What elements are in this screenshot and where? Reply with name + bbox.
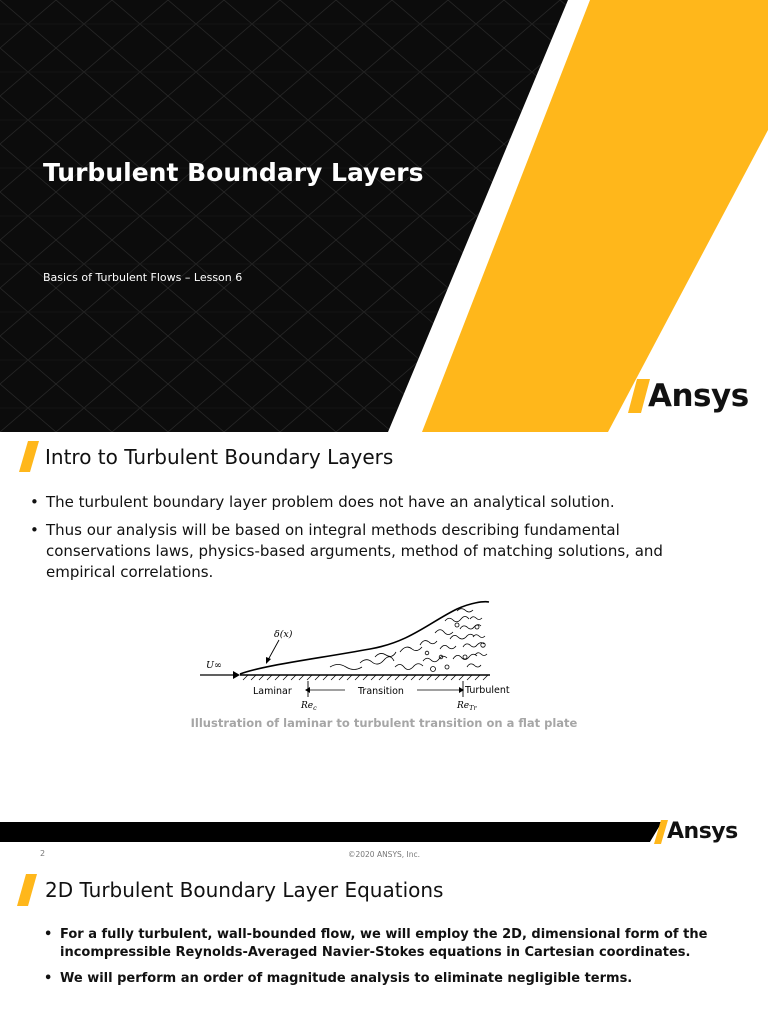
title-slide-background xyxy=(0,0,768,432)
boundary-layer-figure xyxy=(195,597,525,712)
bullet-dot: • xyxy=(30,493,39,511)
re-c-main: Re xyxy=(301,701,314,711)
delta-label: δ(x) xyxy=(274,629,293,640)
bullet-dot: • xyxy=(44,927,53,942)
heading-accent-mark xyxy=(17,874,37,906)
bullet-dot: • xyxy=(30,521,39,539)
freestream-velocity-label: U∞ xyxy=(206,660,222,671)
page-number: 2 xyxy=(40,849,46,858)
bullet-text: For a fully turbulent, wall-bounded flow, we will employ the 2D, dimensional form of the incompressible Reynolds-Averaged Navier-Stokes equations in Cartesian coordinates. xyxy=(60,927,708,960)
re-tr-subscript: Tr xyxy=(469,704,477,712)
critical-reynolds-label xyxy=(300,701,317,712)
bullet-dot: • xyxy=(44,971,53,986)
title-slide xyxy=(0,0,768,432)
ansys-logo xyxy=(628,378,749,414)
region-label-turbulent: Turbulent xyxy=(465,685,510,696)
slide-heading: Intro to Turbulent Boundary Layers xyxy=(45,445,394,469)
region-label-laminar: Laminar xyxy=(253,686,292,697)
figure-caption: Illustration of laminar to turbulent transition on a flat plate xyxy=(190,716,578,730)
ansys-logo-footer xyxy=(654,819,738,844)
bullet-item xyxy=(30,520,720,583)
footer-band xyxy=(0,822,768,842)
bullet-item xyxy=(44,926,724,962)
presentation-title: Turbulent Boundary Layers xyxy=(43,158,424,187)
ansys-slash-mark xyxy=(654,820,668,844)
heading-accent-mark xyxy=(19,441,39,472)
re-c-subscript: c xyxy=(313,704,317,712)
content-slide-equations xyxy=(0,864,768,1024)
bullet-item xyxy=(30,492,720,513)
copyright-notice: ©2020 ANSYS, Inc. xyxy=(347,850,421,859)
bullet-item xyxy=(44,970,724,988)
re-tr-main: Re xyxy=(457,701,470,711)
ansys-logo-text: Ansys xyxy=(667,819,738,844)
region-label-transition: Transition xyxy=(358,686,404,697)
ansys-slash-mark xyxy=(628,379,650,413)
ansys-logo-text: Ansys xyxy=(648,378,749,414)
content-slide-intro xyxy=(0,432,768,864)
bullet-text: We will perform an order of magnitude analysis to eliminate negligible terms. xyxy=(60,971,633,986)
presentation-subtitle: Basics of Turbulent Flows – Lesson 6 xyxy=(43,271,243,284)
bullet-list xyxy=(30,492,720,583)
bullet-text: Thus our analysis will be based on integral methods describing fundamental conservations laws, physics-based arguments, method of matching solutions, and empirical correlations. xyxy=(46,521,663,581)
bullet-list xyxy=(44,926,724,988)
slide-heading: 2D Turbulent Boundary Layer Equations xyxy=(45,878,444,902)
bullet-text: The turbulent boundary layer problem does not have an analytical solution. xyxy=(46,493,615,511)
transition-reynolds-label xyxy=(456,701,477,712)
